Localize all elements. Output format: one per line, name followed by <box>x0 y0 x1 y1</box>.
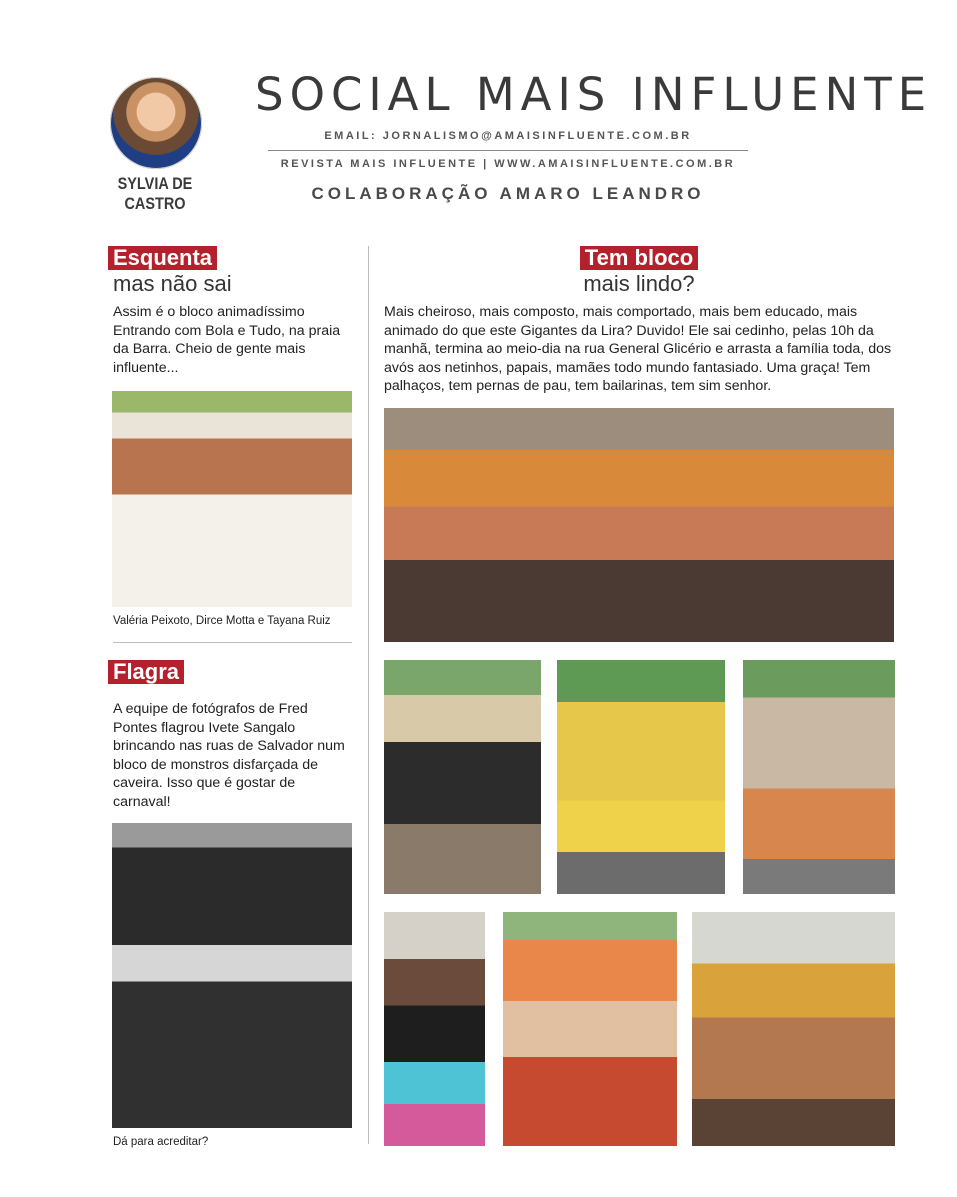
esquenta-subtitle: mas não sai <box>113 271 232 296</box>
header-divider <box>268 150 748 151</box>
tembloco-photo-3 <box>557 660 725 894</box>
flagra-heading <box>108 660 184 684</box>
tembloco-main-photo <box>384 408 894 642</box>
esquenta-photo <box>112 391 352 607</box>
tembloco-heading <box>384 246 894 270</box>
email-line: EMAIL: JORNALISMO@AMAISINFLUENTE.COM.BR <box>324 130 692 142</box>
author-avatar <box>110 77 202 169</box>
esquenta-body: Assim é o bloco animadíssimo Entrando com Bola e Tudo, na praia da Barra. Cheio de gente mais influente... <box>113 304 341 376</box>
flagra-photo <box>112 823 352 1128</box>
tembloco-photo-4 <box>743 660 895 894</box>
collaboration-line: COLABORAÇÃO AMARO LEANDRO <box>311 184 705 203</box>
tembloco-photo-5 <box>384 912 485 1146</box>
tembloco-subtitle: mais lindo? <box>583 271 695 296</box>
column-divider <box>368 246 369 1144</box>
tembloco-photo-6 <box>503 912 677 1146</box>
left-section-divider <box>113 642 352 643</box>
tembloco-tag: Tem bloco <box>580 246 698 270</box>
tembloco-photo-7 <box>692 912 895 1146</box>
author-name: SYLVIA DE CASTRO <box>117 174 193 213</box>
column-title: SOCIAL MAIS INFLUENTE <box>255 68 933 121</box>
tembloco-photo-2 <box>384 660 541 894</box>
esquenta-caption: Valéria Peixoto, Dirce Motta e Tayana Ruiz <box>113 615 331 627</box>
flagra-caption: Dá para acreditar? <box>113 1136 209 1148</box>
esquenta-tag: Esquenta <box>108 246 217 270</box>
tembloco-body: Mais cheiroso, mais composto, mais comportado, mais bem educado, mais animado do que este Gigantes da Lira? Duvido! Ele sai cedinho, pelas 10h da manhã, termina ao meio-dia na rua General Glicério e arrasta a família toda, dos avós aos netinhos, papais, mamães todo mundo fantasiado. Uma graça! Tem palhaços, tem pernas de pau, tem bailarinas, tem sim senhor. <box>384 304 892 394</box>
flagra-body: A equipe de fotógrafos de Fred Pontes flagrou Ivete Sangalo brincando nas ruas de Salvador num bloco de monstros disfarçada de caveira. Isso que é gostar de carnaval! <box>113 701 345 810</box>
flagra-tag: Flagra <box>108 660 184 684</box>
site-line: REVISTA MAIS INFLUENTE | WWW.AMAISINFLUENTE.COM.BR <box>280 158 736 170</box>
esquenta-heading <box>108 246 217 270</box>
